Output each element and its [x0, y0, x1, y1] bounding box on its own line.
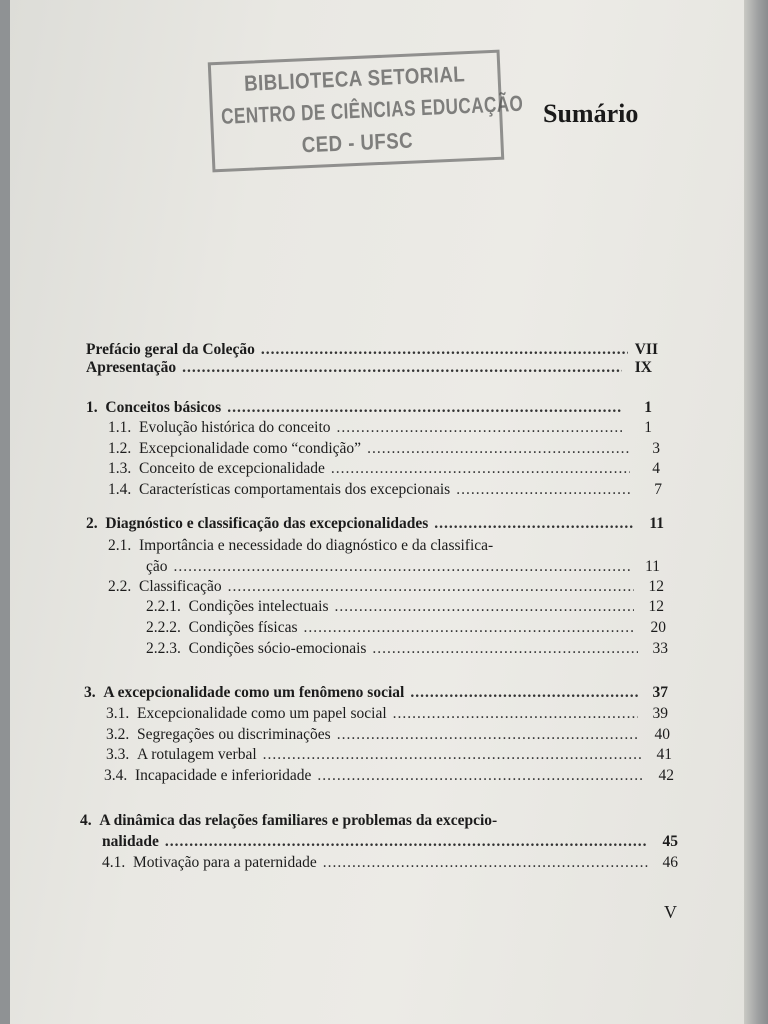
- toc-page: 3: [652, 440, 660, 457]
- item-number: 2.1.: [108, 537, 132, 554]
- toc-label: [108, 460, 325, 478]
- chapter-number: 3.: [84, 684, 96, 701]
- stamp-line-2: CENTRO DE CIÊNCIAS EDUCAÇÃO: [220, 90, 524, 129]
- toc-chapter-3: [84, 684, 668, 702]
- leader-dots: [263, 746, 642, 764]
- leader-dots: [304, 619, 636, 637]
- toc-chapter-4-line-2: [102, 833, 678, 851]
- toc-page: 1: [644, 399, 652, 416]
- item-number: 2.2.: [108, 578, 132, 595]
- toc-entry-apresentacao: [86, 359, 652, 377]
- toc-chapter-4-line-1: [80, 812, 497, 830]
- toc-label: [86, 515, 428, 533]
- toc-item: [108, 481, 662, 499]
- leader-dots: [337, 726, 640, 744]
- toc-page: 1: [644, 419, 652, 436]
- toc-label: [102, 854, 317, 872]
- item-title: Excepcionalidade como um papel social: [137, 705, 387, 722]
- item-number: 1.2.: [108, 440, 132, 457]
- item-number: 3.3.: [106, 746, 130, 763]
- toc-item: [102, 854, 678, 872]
- toc-page: IX: [634, 359, 652, 376]
- item-title: Condições sócio-emocionais: [188, 640, 367, 657]
- chapter-title-line-2: nalidade: [102, 833, 159, 850]
- toc-item-continuation: [146, 558, 660, 576]
- item-title: Evolução histórica do conceito: [139, 419, 331, 436]
- page-title: Sumário: [543, 99, 639, 128]
- toc-page: 4: [652, 460, 660, 477]
- toc-page: 41: [656, 746, 672, 763]
- toc-item: [108, 419, 652, 437]
- toc-page: 37: [652, 684, 668, 701]
- page-edge: [744, 0, 768, 1024]
- library-stamp: [208, 50, 524, 173]
- toc-label: [106, 705, 387, 723]
- toc-page: 45: [662, 833, 678, 850]
- leader-dots: [393, 705, 638, 723]
- chapter-number: 1.: [86, 399, 98, 416]
- leader-dots: [323, 854, 648, 872]
- toc-label: Prefácio geral da Coleção: [86, 341, 255, 358]
- toc-item: [108, 578, 664, 596]
- toc-label: [106, 746, 257, 764]
- leader-dots: [331, 460, 630, 478]
- item-number: 2.2.3.: [146, 640, 181, 657]
- toc-label: Apresentação: [86, 359, 177, 376]
- leader-dots: [261, 341, 628, 359]
- item-title: Segregações ou discriminações: [137, 726, 331, 743]
- toc-page: 12: [648, 578, 664, 595]
- leader-dots: [456, 481, 632, 499]
- leader-dots: [317, 767, 644, 785]
- leader-dots: [228, 578, 634, 596]
- toc-item: [106, 726, 670, 744]
- chapter-title: A excepcionalidade como um fenômeno social: [103, 684, 405, 701]
- toc-label: [106, 726, 331, 744]
- item-title: A rotulagem verbal: [137, 746, 257, 763]
- toc-label: [104, 767, 311, 785]
- item-number: 2.2.2.: [146, 619, 181, 636]
- toc-label: [86, 399, 221, 417]
- stamp-line-1: BIBLIOTECA SETORIAL: [243, 61, 466, 96]
- leader-dots: [367, 440, 630, 458]
- toc-page: 39: [652, 705, 668, 722]
- toc-chapter-2: [86, 515, 664, 533]
- toc-page: 12: [648, 598, 664, 615]
- leader-dots: [410, 684, 638, 702]
- item-title-line-1: Importância e necessidade do diagnóstico e da classifica-: [139, 537, 494, 554]
- toc-label: [84, 684, 404, 702]
- leader-dots: [165, 833, 648, 851]
- toc-label: [108, 481, 450, 499]
- item-number: 1.1.: [108, 419, 132, 436]
- toc-page: 46: [662, 854, 678, 871]
- toc-page: 42: [658, 767, 674, 784]
- item-title-line-2: ção: [146, 558, 168, 575]
- item-number: 3.1.: [106, 705, 130, 722]
- item-number: 2.2.1.: [146, 598, 181, 615]
- toc-page: 40: [654, 726, 670, 743]
- item-number: 4.1.: [102, 854, 126, 871]
- leader-dots: [174, 558, 630, 576]
- leader-dots: [335, 598, 634, 616]
- toc-label: [108, 440, 361, 458]
- item-title: Conceito de excepcionalidade: [139, 460, 325, 477]
- toc-item: [108, 440, 660, 458]
- leader-dots: [227, 399, 622, 417]
- toc-label: [146, 640, 366, 658]
- item-title: Motivação para a paternidade: [133, 854, 317, 871]
- item-title: Incapacidade e inferioridade: [135, 767, 312, 784]
- item-title: Condições intelectuais: [188, 598, 329, 615]
- toc-label: [146, 619, 298, 637]
- stamp-line-3: CED - UFSC: [301, 127, 414, 158]
- toc-page: 11: [645, 558, 660, 575]
- toc-label: [108, 578, 222, 596]
- item-title: Características comportamentais dos excepcionais: [139, 481, 451, 498]
- item-number: 3.4.: [104, 767, 128, 784]
- toc-chapter-1: [86, 399, 652, 417]
- toc-item: [106, 705, 668, 723]
- item-number: 1.4.: [108, 481, 132, 498]
- toc-item-wrapped: [108, 537, 493, 555]
- toc-entry-prefacio: [86, 341, 658, 359]
- toc-subitem: [146, 619, 666, 637]
- item-title: Classificação: [139, 578, 222, 595]
- toc-label: [146, 598, 329, 616]
- toc-page: 33: [652, 640, 668, 657]
- chapter-number: 4.: [80, 812, 92, 829]
- toc-page: 11: [649, 515, 664, 532]
- leader-dots: [372, 640, 638, 658]
- toc-label: [108, 419, 331, 437]
- chapter-number: 2.: [86, 515, 98, 532]
- toc-page: VII: [634, 341, 658, 358]
- chapter-title: Conceitos básicos: [105, 399, 222, 416]
- item-number: 1.3.: [108, 460, 132, 477]
- page-number: V: [664, 902, 677, 922]
- toc-item: [104, 767, 674, 785]
- chapter-title: Diagnóstico e classificação das excepcionalidades: [105, 515, 429, 532]
- toc-item: [106, 746, 672, 764]
- leader-dots: [434, 515, 634, 533]
- toc-item: [108, 460, 660, 478]
- toc-page: 7: [654, 481, 662, 498]
- toc-subitem: [146, 598, 664, 616]
- item-title: Excepcionalidade como “condição”: [139, 440, 362, 457]
- chapter-title-line-1: A dinâmica das relações familiares e problemas da excepcio-: [99, 812, 498, 829]
- leader-dots: [182, 359, 622, 377]
- toc-page: 20: [650, 619, 666, 636]
- leader-dots: [337, 419, 622, 437]
- toc-subitem: [146, 640, 668, 658]
- item-title: Condições físicas: [188, 619, 298, 636]
- item-number: 3.2.: [106, 726, 130, 743]
